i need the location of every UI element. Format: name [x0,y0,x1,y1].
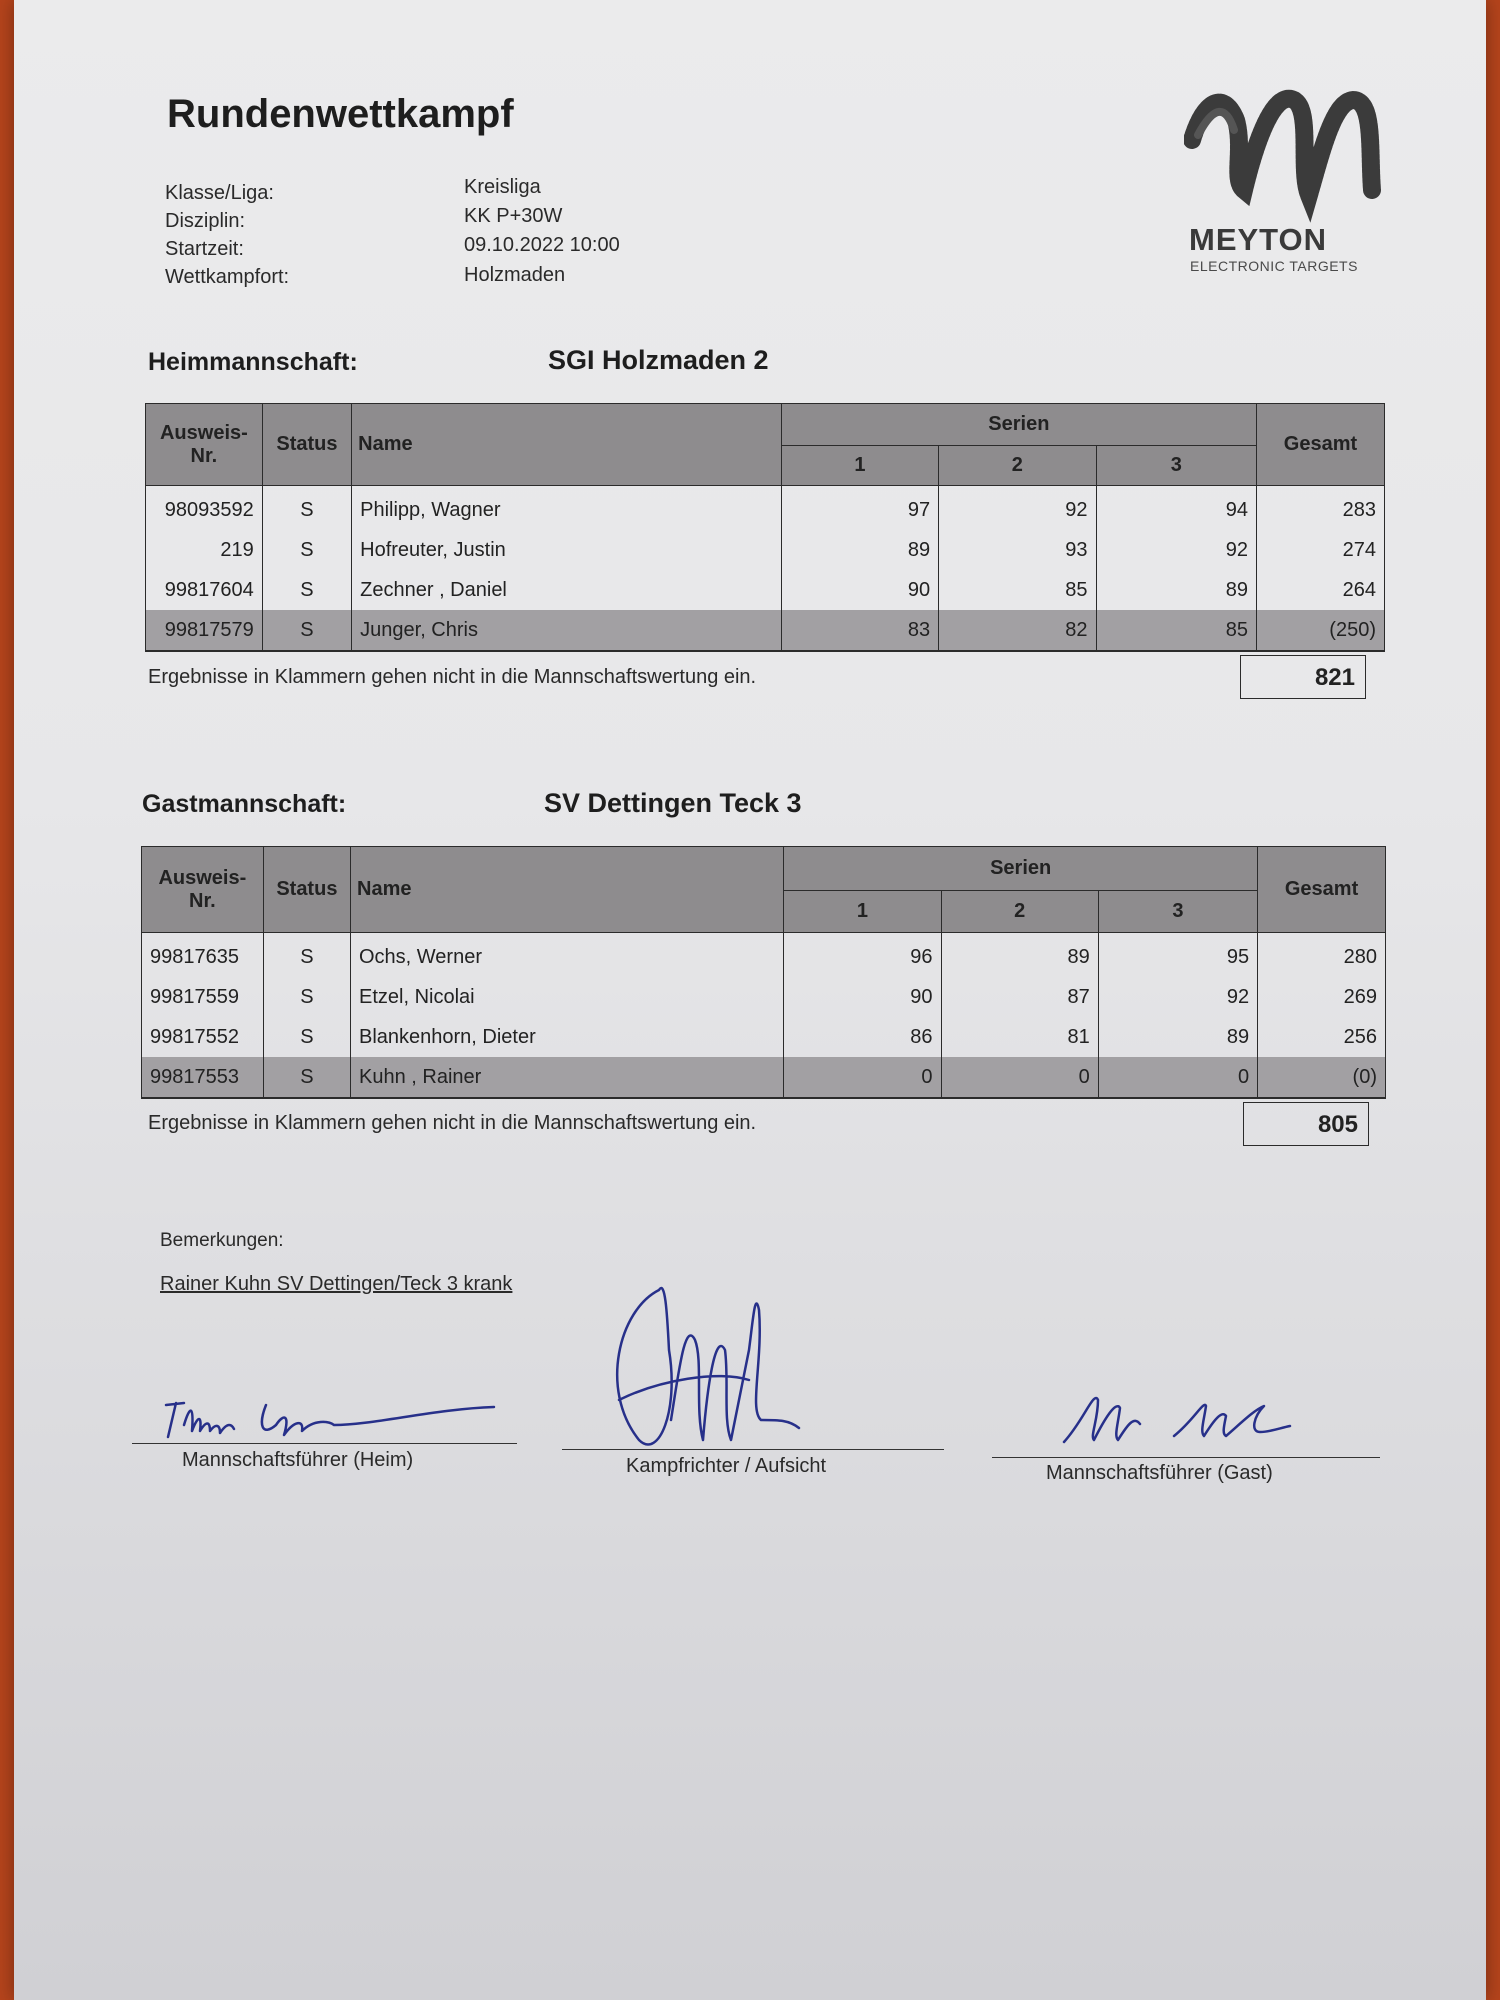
info-value-class: Kreisliga [464,176,541,198]
cell-name: Etzel, Nicolai [351,977,784,1017]
cell-s2: 81 [941,1017,1098,1057]
cell-s3: 89 [1098,1017,1257,1057]
header-series-2: 2 [941,891,1098,933]
cell-s1: 86 [784,1017,941,1057]
cell-status: S [262,610,351,651]
cell-s1: 96 [784,933,941,978]
header-name: Name [351,847,784,933]
guest-team-name: SV Dettingen Teck 3 [544,788,802,818]
home-captain-signature-icon [154,1385,514,1455]
header-series: Serien [781,404,1256,446]
cell-id: 99817559 [142,977,264,1017]
header-series: Serien [784,847,1258,891]
header-series-3: 3 [1096,446,1256,486]
cell-s3: 0 [1098,1057,1257,1098]
home-captain-label: Mannschaftsführer (Heim) [182,1449,414,1471]
cell-s3: 92 [1096,530,1256,570]
guest-captain-label: Mannschaftsführer (Gast) [1046,1462,1273,1484]
referee-line [562,1449,944,1450]
cell-s1: 0 [784,1057,941,1098]
guest-team-total: 805 [1243,1102,1369,1146]
cell-total: (250) [1256,610,1384,651]
cell-name: Junger, Chris [352,610,782,651]
remarks-text: Rainer Kuhn SV Dettingen/Teck 3 krank [160,1273,513,1295]
cell-s1: 89 [781,530,938,570]
table-row [142,1057,1386,1098]
info-value-venue: Holzmaden [464,264,566,286]
header-status: Status [263,847,350,933]
cell-status: S [263,1057,350,1098]
home-team-label: Heimmannschaft: [148,348,358,376]
cell-total: (0) [1258,1057,1386,1098]
header-series-3: 3 [1098,891,1257,933]
cell-total: 280 [1258,933,1386,978]
header-series-1: 1 [784,891,941,933]
cell-s2: 89 [941,933,1098,978]
home-note: Ergebnisse in Klammern gehen nicht in die Mannschaftswertung ein. [148,666,757,688]
home-score-table [145,403,1385,652]
header-status: Status [262,404,351,486]
logo-brand: MEYTON [1189,222,1328,257]
guest-score-table [141,846,1386,1099]
header-total: Gesamt [1256,404,1384,486]
cell-s2: 93 [939,530,1096,570]
info-value-discipline: KK P+30W [464,205,563,227]
table-row [142,933,1386,978]
cell-name: Hofreuter, Justin [352,530,782,570]
header-total: Gesamt [1258,847,1386,933]
cell-s2: 87 [941,977,1098,1017]
info-label-start: Startzeit: [165,238,244,260]
cell-total: 283 [1256,486,1384,531]
table-row [146,486,1385,531]
info-value-start: 09.10.2022 10:00 [464,234,620,256]
cell-name: Ochs, Werner [351,933,784,978]
cell-name: Kuhn , Rainer [351,1057,784,1098]
table-row [142,977,1386,1017]
cell-s2: 0 [941,1057,1098,1098]
cell-id: 98093592 [146,486,263,531]
header-series-2: 2 [939,446,1096,486]
guest-team-label: Gastmannschaft: [142,790,347,818]
info-label-discipline: Disziplin: [165,210,246,232]
home-captain-line [132,1443,517,1444]
cell-name: Philipp, Wagner [352,486,782,531]
cell-status: S [262,486,351,531]
remarks-label: Bemerkungen: [160,1230,284,1251]
table-row [146,570,1385,610]
cell-s1: 97 [781,486,938,531]
info-label-class: Klasse/Liga: [165,182,274,204]
cell-status: S [263,977,350,1017]
header-id: Ausweis- Nr. [146,404,263,486]
cell-s3: 94 [1096,486,1256,531]
cell-status: S [263,1017,350,1057]
cell-s3: 85 [1096,610,1256,651]
header-series-1: 1 [781,446,938,486]
guest-captain-line [992,1457,1380,1458]
home-team-total: 821 [1240,655,1366,699]
referee-signature-icon [599,1270,809,1460]
cell-id: 99817635 [142,933,264,978]
cell-s1: 90 [784,977,941,1017]
table-row [142,1017,1386,1057]
cell-total: 256 [1258,1017,1386,1057]
header-name: Name [352,404,782,486]
cell-s1: 90 [781,570,938,610]
cell-total: 269 [1258,977,1386,1017]
cell-total: 274 [1256,530,1384,570]
table-row [146,530,1385,570]
table-row [146,610,1385,651]
cell-id: 99817604 [146,570,263,610]
score-sheet [14,0,1486,2000]
cell-id: 99817552 [142,1017,264,1057]
cell-name: Zechner , Daniel [352,570,782,610]
cell-status: S [263,933,350,978]
header-id: Ausweis- Nr. [142,847,264,933]
logo-tagline: ELECTRONIC TARGETS [1190,258,1358,274]
cell-status: S [262,570,351,610]
cell-status: S [262,530,351,570]
cell-s2: 85 [939,570,1096,610]
cell-s2: 92 [939,486,1096,531]
cell-total: 264 [1256,570,1384,610]
cell-s3: 89 [1096,570,1256,610]
cell-id: 99817553 [142,1057,264,1098]
cell-id: 99817579 [146,610,263,651]
page-title: Rundenwettkampf [167,92,514,136]
home-team-name: SGI Holzmaden 2 [548,345,769,375]
cell-id: 219 [146,530,263,570]
cell-s2: 82 [939,610,1096,651]
guest-note: Ergebnisse in Klammern gehen nicht in die Mannschaftswertung ein. [148,1112,757,1134]
cell-s3: 95 [1098,933,1257,978]
guest-captain-signature-icon [1054,1380,1314,1450]
cell-s1: 83 [781,610,938,651]
cell-s3: 92 [1098,977,1257,1017]
info-label-venue: Wettkampfort: [165,266,290,288]
referee-label: Kampfrichter / Aufsicht [626,1455,827,1477]
cell-name: Blankenhorn, Dieter [351,1017,784,1057]
